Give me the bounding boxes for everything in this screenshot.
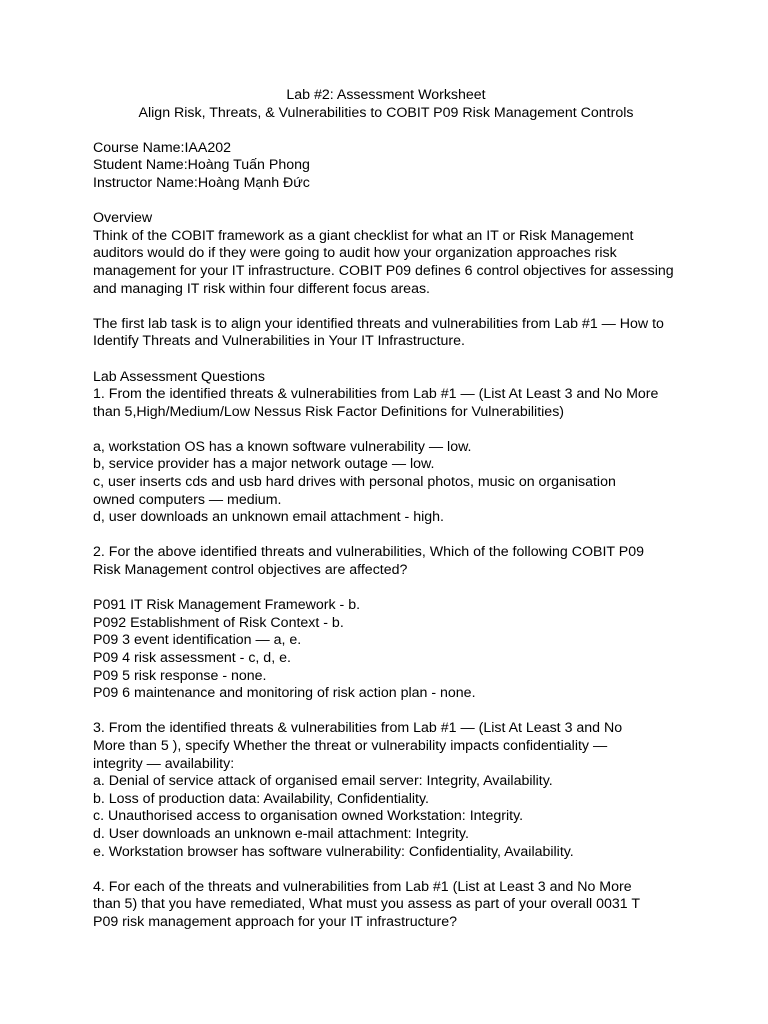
question-3-line: More than 5 ), specify Whether the threat or vulnerability impacts confidentiality —: [93, 737, 608, 754]
question-4-line: than 5) that you have remediated, What must you assess as part of your overall 0031 T: [93, 896, 641, 913]
overview-line: auditors would do if they were going to audit how your organization approaches risk: [93, 245, 617, 262]
spacer: [93, 122, 683, 140]
overview-heading: Overview: [93, 210, 153, 227]
answer-2-item: P091 IT Risk Management Framework - b.: [93, 597, 361, 614]
answer-1-item: d, user downloads an unknown email attachment - high.: [93, 509, 444, 526]
spacer: [93, 193, 683, 211]
answer-3-item: e. Workstation browser has software vulnerability: Confidentiality, Availability.: [93, 843, 574, 860]
question-2-line: Risk Management control objectives are affected?: [93, 562, 408, 579]
answer-2-item: P092 Establishment of Risk Context - b.: [93, 614, 344, 631]
instructor-name: Instructor Name:Hoàng Mạnh Đức: [93, 174, 310, 191]
document-subtitle: Align Risk, Threats, & Vulnerabilities to COBIT P09 Risk Management Controls: [138, 104, 634, 121]
question-3-line: 3. From the identified threats & vulnerabilities from Lab #1 — (List At Least 3 and No: [93, 720, 623, 737]
answer-1-item: b, service provider has a major network outage — low.: [93, 456, 435, 473]
answer-1-item: owned computers — medium.: [93, 491, 282, 508]
course-name: Course Name:IAA202: [93, 139, 232, 156]
answer-3-item: d. User downloads an unknown e-mail attachment: Integrity.: [93, 825, 469, 842]
question-4-line: P09 risk management approach for your IT infrastructure?: [93, 913, 458, 930]
question-4-line: 4. For each of the threats and vulnerabilities from Lab #1 (List at Least 3 and No More: [93, 878, 632, 895]
answer-2-item: P09 3 event identification — a, e.: [93, 632, 302, 649]
answer-1-item: a, workstation OS has a known software vulnerability — low.: [93, 438, 472, 455]
task-line: The first lab task is to align your identified threats and vulnerabilities from Lab #1 — How to: [93, 315, 664, 332]
answer-3-item: a. Denial of service attack of organised email server: Integrity, Availability.: [93, 773, 553, 790]
spacer: [93, 527, 683, 545]
question-2-line: 2. For the above identified threats and vulnerabilities, Which of the following COBIT P09: [93, 544, 644, 561]
overview-line: Think of the COBIT framework as a giant checklist for what an IT or Risk Management: [93, 227, 634, 244]
spacer: [93, 298, 683, 316]
overview-line: management for your IT infrastructure. COBIT P09 defines 6 control objectives for assessing: [93, 262, 674, 279]
answer-2-item: P09 6 maintenance and monitoring of risk action plan - none.: [93, 685, 476, 702]
answer-2-item: P09 4 risk assessment - c, d, e.: [93, 650, 291, 666]
questions-heading: Lab Assessment Questions: [93, 368, 265, 385]
document-title: Lab #2: Assessment Worksheet: [286, 87, 486, 103]
answer-3-item: b. Loss of production data: Availability, Confidentiality.: [93, 790, 429, 807]
answer-2-item: P09 5 risk response - none.: [93, 667, 267, 684]
spacer: [93, 861, 683, 879]
document-content: [93, 87, 683, 932]
task-line: Identify Threats and Vulnerabilities in Your IT Infrastructure.: [93, 333, 465, 350]
answer-1-item: c, user inserts cds and usb hard drives with personal photos, music on organisation: [93, 474, 616, 491]
question-3-line: integrity — availability:: [93, 755, 235, 772]
overview-line: and managing IT risk within four different focus areas.: [93, 280, 431, 297]
answer-3-item: c. Unauthorised access to organisation owned Workstation: Integrity.: [93, 808, 524, 825]
question-1-line: 1. From the identified threats & vulnerabilities from Lab #1 — (List At Least 3 and No More: [93, 386, 659, 403]
spacer: [93, 580, 683, 598]
question-1-line: than 5,High/Medium/Low Nessus Risk Factor Definitions for Vulnerabilities): [93, 403, 565, 420]
student-name: Student Name:Hoàng Tuấn Phong: [93, 157, 310, 174]
spacer: [93, 421, 683, 439]
spacer: [93, 703, 683, 721]
spacer: [93, 351, 683, 369]
